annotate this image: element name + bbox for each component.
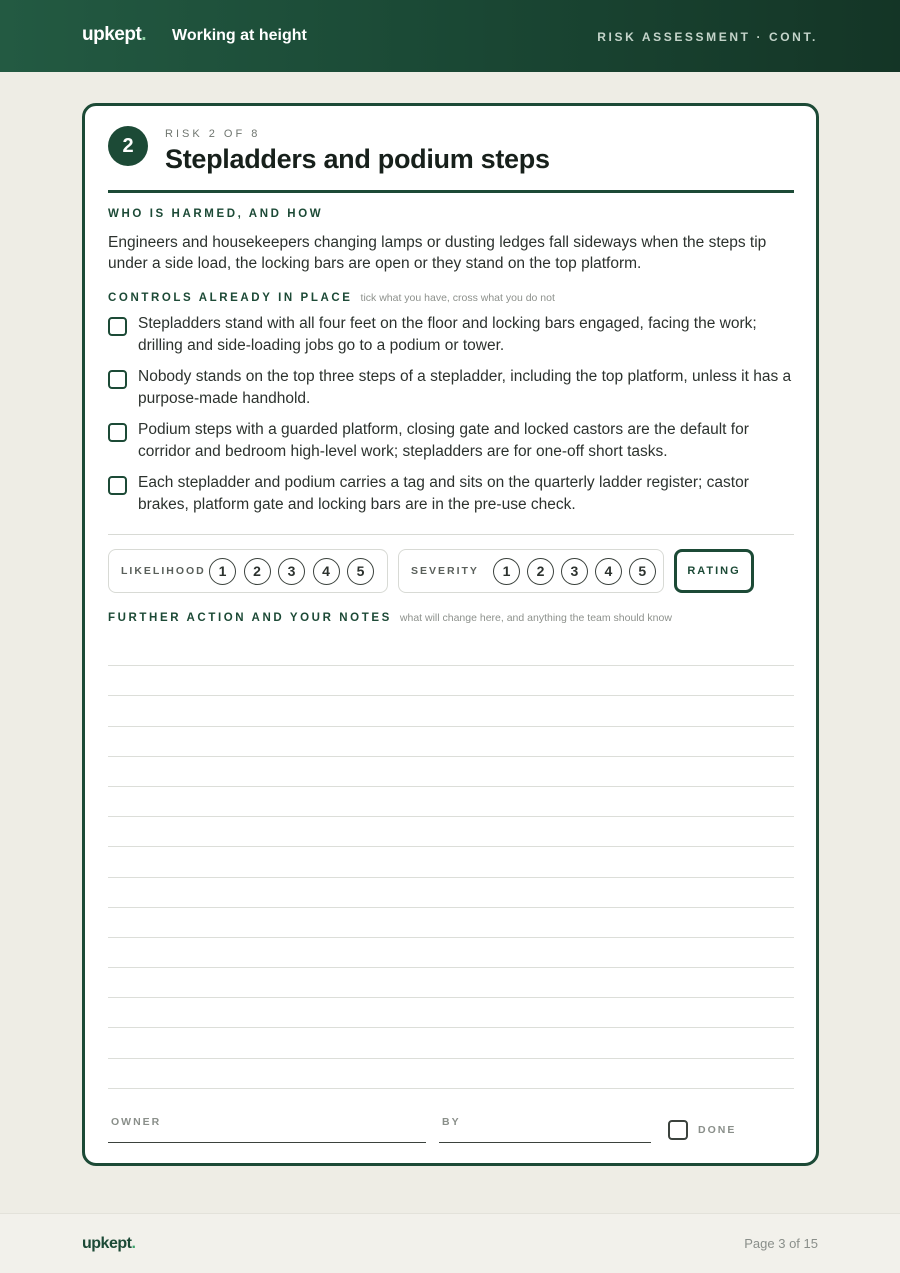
likelihood-option-2[interactable]: 2 <box>244 558 271 585</box>
control-checkbox[interactable] <box>108 423 127 442</box>
severity-option-3[interactable]: 3 <box>561 558 587 585</box>
likelihood-option-5[interactable]: 5 <box>347 558 374 585</box>
control-checkbox[interactable] <box>108 317 127 336</box>
note-line <box>108 817 794 847</box>
risk-title: Stepladders and podium steps <box>165 144 550 174</box>
who-harmed-heading: WHO IS HARMED, AND HOW <box>108 208 324 220</box>
title-divider <box>108 190 794 193</box>
by-date-field[interactable] <box>439 1106 651 1143</box>
by-label: BY <box>442 1116 461 1128</box>
risk-counter: RISK 2 OF 8 <box>165 128 261 140</box>
likelihood-scale <box>108 549 388 593</box>
note-line <box>108 878 794 908</box>
note-line <box>108 787 794 817</box>
rating-field[interactable]: RATING <box>674 549 754 593</box>
likelihood-option-4[interactable]: 4 <box>313 558 340 585</box>
done-checkbox[interactable] <box>668 1120 688 1140</box>
control-checkbox[interactable] <box>108 370 127 389</box>
control-text: Stepladders stand with all four feet on the floor and locking bars engaged, facing the work; drilling and side-loading jobs go to a podium or tower. <box>138 315 757 354</box>
owner-label: OWNER <box>111 1116 162 1128</box>
who-harmed-text: Engineers and housekeepers changing lamps or dusting ledges fall sideways when the steps tip under a side load, the locking bars are open or they stand on the top platform. <box>108 234 767 272</box>
document-title: Working at height <box>172 27 307 44</box>
controls-heading-label: CONTROLS ALREADY IN PLACE <box>108 292 353 304</box>
note-line <box>108 727 794 757</box>
control-text: Nobody stands on the top three steps of a stepladder, including the top platform, unless it has a purpose-made handhold. <box>138 368 792 407</box>
likelihood-option-1[interactable]: 1 <box>209 558 236 585</box>
done-label: DONE <box>698 1124 737 1136</box>
further-action-hint: what will change here, and anything the team should know <box>399 612 672 624</box>
control-item <box>108 313 798 357</box>
control-item <box>108 419 798 463</box>
document-section-label: RISK ASSESSMENT · CONT. <box>597 30 818 44</box>
control-item <box>108 472 798 516</box>
section-divider <box>108 534 794 535</box>
control-text: Each stepladder and podium carries a tag and sits on the quarterly ladder register; castor brakes, platform gate and locking bars are in the pre-use check. <box>138 474 749 513</box>
control-checkbox[interactable] <box>108 476 127 495</box>
note-line <box>108 636 794 666</box>
note-line <box>108 757 794 787</box>
note-line <box>108 666 794 696</box>
note-line <box>108 847 794 877</box>
footer-logo: upkept. <box>82 1235 136 1252</box>
note-line <box>108 998 794 1028</box>
controls-hint: tick what you have, cross what you do not <box>360 292 555 304</box>
page-number: Page 3 of 15 <box>744 1236 818 1251</box>
page-footer <box>0 1213 900 1273</box>
note-line <box>108 938 794 968</box>
page-header <box>0 0 900 72</box>
control-text: Podium steps with a guarded platform, closing gate and locked castors are the default for corridor and bedroom high-level work; stepladders are for one-off short tasks. <box>138 421 749 460</box>
severity-option-2[interactable]: 2 <box>527 558 553 585</box>
controls-heading <box>108 292 555 304</box>
severity-option-5[interactable]: 5 <box>629 558 655 585</box>
severity-option-4[interactable]: 4 <box>595 558 621 585</box>
control-item <box>108 366 798 410</box>
further-action-label: FURTHER ACTION AND YOUR NOTES <box>108 612 392 624</box>
note-line <box>108 908 794 938</box>
further-action-heading <box>108 612 672 624</box>
note-line <box>108 1059 794 1089</box>
brand-logo: upkept. <box>82 24 147 45</box>
likelihood-label: LIKELIHOOD <box>121 565 206 577</box>
severity-option-1[interactable]: 1 <box>493 558 519 585</box>
likelihood-option-3[interactable]: 3 <box>278 558 305 585</box>
note-line <box>108 968 794 998</box>
owner-field[interactable] <box>108 1106 426 1143</box>
controls-list <box>108 313 798 525</box>
note-line <box>108 696 794 726</box>
risk-number-badge: 2 <box>108 126 148 166</box>
severity-label: SEVERITY <box>411 565 479 577</box>
severity-scale <box>398 549 664 593</box>
notes-area[interactable] <box>108 636 794 1089</box>
risk-card <box>82 103 819 1166</box>
note-line <box>108 1028 794 1058</box>
